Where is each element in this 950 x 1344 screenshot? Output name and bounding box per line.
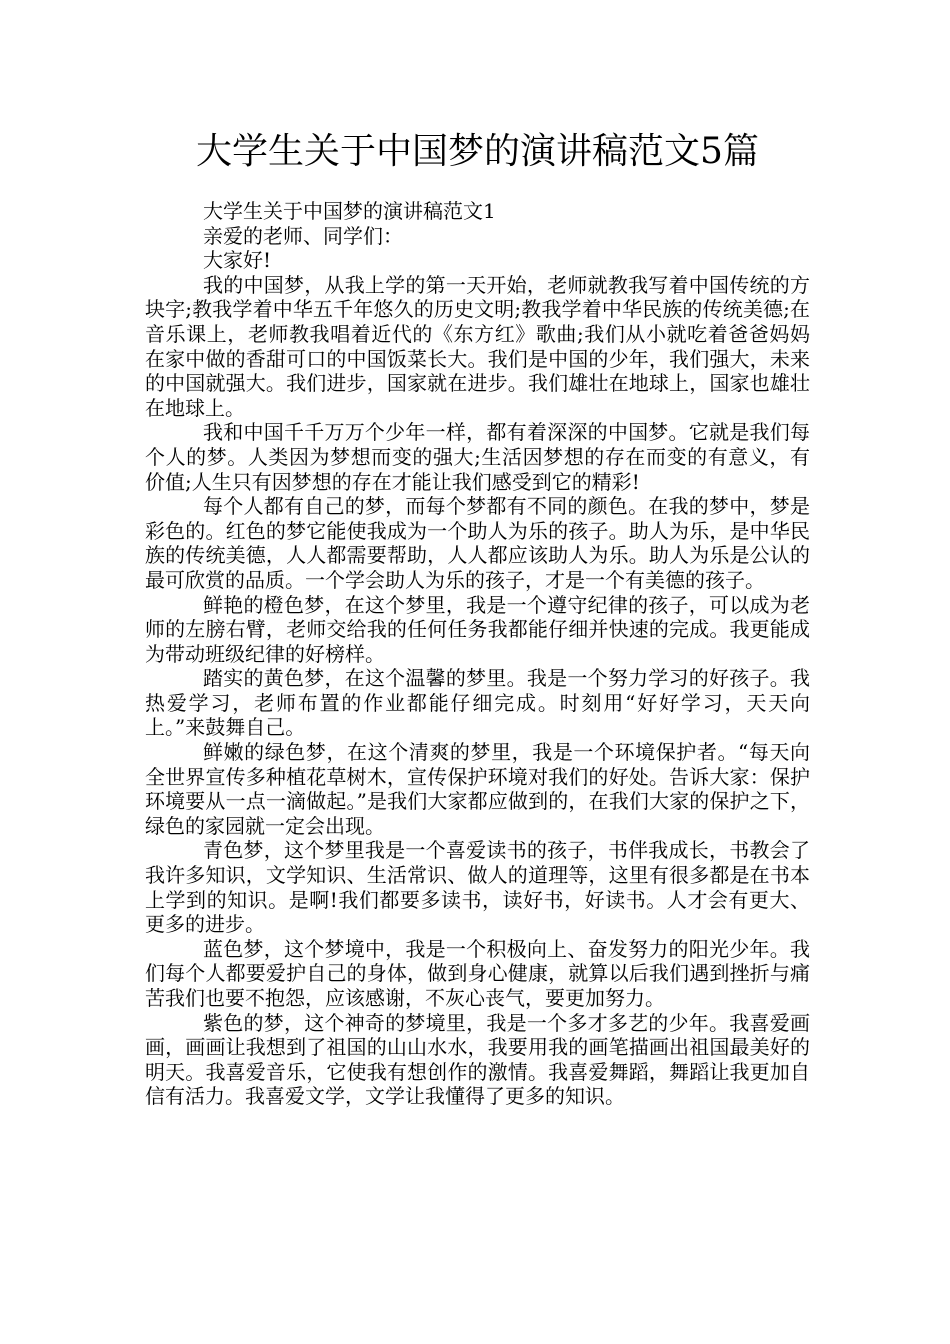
paragraph: 蓝色梦，这个梦境中，我是一个积极向上、奋发努力的阳光少年。我们每个人都要爱护自己的身体，做到身心健康，就算以后我们遇到挫折与痛苦我们也要不抱怨，应该感谢，不灰心丧气，要更加努力。	[145, 936, 810, 1010]
paragraph: 鲜嫩的绿色梦，在这个清爽的梦里，我是一个环境保护者。“每天向全世界宣传多种植花草树木，宣传保护环境对我们的好处。告诉大家：保护环境要从一点一滴做起。”是我们大家都应做到的，在我们大家的保护之下，绿色的家园就一定会出现。	[145, 740, 810, 838]
greeting: 大家好!	[203, 248, 272, 273]
document-body	[145, 199, 810, 1109]
paragraph: 我的中国梦，从我上学的第一天开始，老师就教我写着中国传统的方块字;教我学着中华五千年悠久的历史文明;教我学着中华民族的传统美德;在音乐课上，老师教我唱着近代的《东方红》歌曲;我们从小就吃着爸爸妈妈在家中做的香甜可口的中国饭菜长大。我们是中国的少年，我们强大，未来的中国就强大。我们进步，国家就在进步。我们雄壮在地球上，国家也雄壮在地球上。	[145, 272, 810, 420]
paragraph: 我和中国千千万万个少年一样，都有着深深的中国梦。它就是我们每个人的梦。人类因为梦想而变的强大;生活因梦想的存在而变的有意义，有价值;人生只有因梦想的存在才能让我们感受到它的精彩!	[145, 420, 810, 494]
paragraph: 踏实的黄色梦，在这个温馨的梦里。我是一个努力学习的好孩子。我热爱学习，老师布置的作业都能仔细完成。时刻用“好好学习，天天向上。”来鼓舞自己。	[145, 666, 810, 740]
salutation: 亲爱的老师、同学们：	[203, 223, 403, 248]
paragraph: 紫色的梦，这个神奇的梦境里，我是一个多才多艺的少年。我喜爱画画，画画让我想到了祖国的山山水水，我要用我的画笔描画出祖国最美好的明天。我喜爱音乐，它使我有想创作的激情。我喜爱舞蹈，舞蹈让我更加自信有活力。我喜爱文学，文学让我懂得了更多的知识。	[145, 1010, 810, 1109]
section-heading: 大学生关于中国梦的演讲稿范文1	[203, 199, 496, 223]
paragraph: 鲜艳的橙色梦，在这个梦里，我是一个遵守纪律的孩子，可以成为老师的左膀右臂，老师交给我的任何任务我都能仔细并快速的完成。我更能成为带动班级纪律的好榜样。	[145, 592, 810, 666]
document-title: 大学生关于中国梦的演讲稿范文5篇	[196, 131, 759, 172]
paragraph: 青色梦，这个梦里我是一个喜爱读书的孩子，书伴我成长，书教会了我许多知识，文学知识、生活常识、做人的道理等，这里有很多都是在书本上学到的知识。是啊!我们都要多读书，读好书，好读书。人才会有更大、更多的进步。	[145, 838, 810, 937]
paragraph: 每个人都有自己的梦，而每个梦都有不同的颜色。在我的梦中，梦是彩色的。红色的梦它能使我成为一个助人为乐的孩子。助人为乐，是中华民族的传统美德，人人都需要帮助，人人都应该助人为乐。助人为乐是公认的最可欣赏的品质。一个学会助人为乐的孩子，才是一个有美德的孩子。	[145, 494, 810, 592]
